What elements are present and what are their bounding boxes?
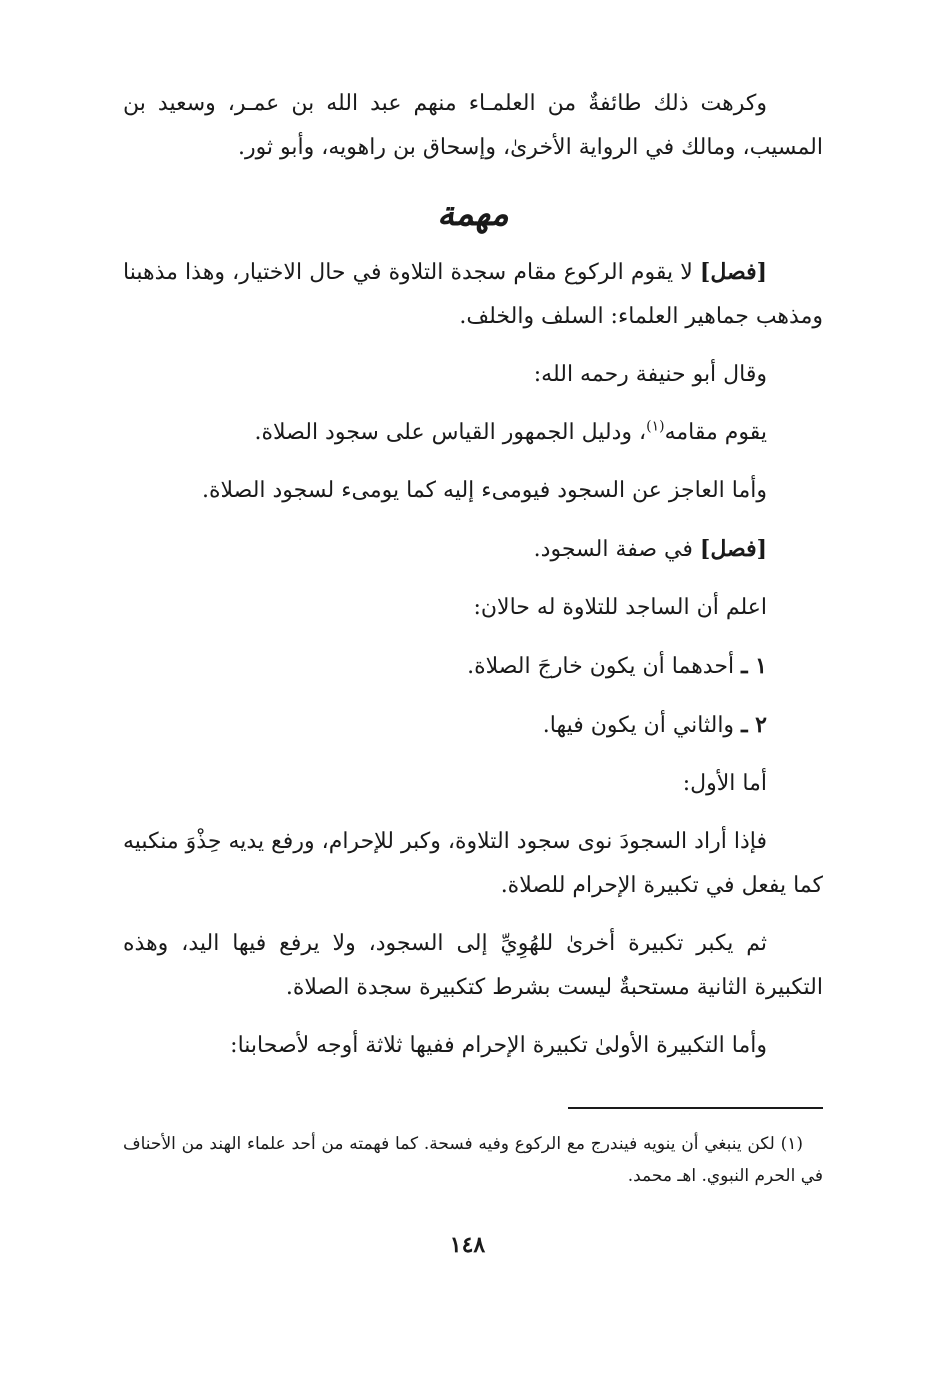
section-tag: [فصل]: [699, 536, 767, 562]
paragraph-4-text-before: يقوم مقامه: [664, 420, 767, 445]
paragraph-7: [123, 586, 823, 630]
paragraph-3: [123, 353, 823, 397]
paragraph-6: [123, 527, 823, 572]
paragraph-6-text: في صفة السجود.: [533, 537, 700, 562]
main-text-block: [123, 82, 823, 1082]
paragraph-5-text: وأما العاجز عن السجود فيومىء إليه كما يومىء لسجود الصلاة.: [201, 478, 767, 503]
section-tag: [فصل]: [699, 259, 767, 285]
list-item-2-text: والثاني أن يكون فيها.: [542, 713, 742, 738]
paragraph-12-text: ثم يكبر تكبيرة أخرىٰ للهُوِيِّ إلى السجود، ولا يرفع فيها اليد، وهذه التكبيرة الثانية مستحبةٌ ليست بشرط كتكبيرة سجدة الصلاة.: [123, 931, 823, 1000]
paragraph-5: [123, 469, 823, 513]
list-item-1-text: أحدهما أن يكون خارجَ الصلاة.: [467, 654, 742, 679]
paragraph-2-text: لا يقوم الركوع مقام سجدة التلاوة في حال الاختيار، وهذا مذهبنا ومذهب جماهير العلماء: السلف والخلف.: [123, 260, 823, 329]
footnote-divider: [568, 1107, 823, 1109]
paragraph-13-text: وأما التكبيرة الأولىٰ تكبيرة الإحرام ففيها ثلاثة أوجه لأصحابنا:: [230, 1033, 767, 1058]
paragraph-1-text: وكرهت ذلك طائفةٌ من العلمـاء منهم عبد الله بن عمـر، وسعيد بن المسيب، ومالك في الرواية الأخرىٰ، وإسحاق بن راهويه، وأبو ثور.: [123, 91, 823, 160]
paragraph-3-text: وقال أبو حنيفة رحمه الله:: [533, 362, 767, 387]
paragraph-1: [123, 82, 823, 170]
footnote-1: (١) لكن ينبغي أن ينويه فيندرج مع الركوع وفيه فسحة. كما فهمته من أحد علماء الهند من الأحناف في الحرم النبوي. اهـ محمد.: [123, 1134, 823, 1186]
paragraph-11: [123, 820, 823, 908]
paragraph-4-text-after: ، ودليل الجمهور القياس على سجود الصلاة.: [254, 420, 647, 445]
paragraph-13: [123, 1024, 823, 1068]
list-item-2: [123, 703, 823, 748]
paragraph-2: [123, 250, 823, 339]
paragraph-10-text: أما الأول:: [682, 771, 767, 796]
paragraph-11-text: فإذا أراد السجودَ نوى سجود التلاوة، وكبر للإحرام، ورفع يديه حِذْوَ منكبيه كما يفعل في تكبيرة الإحرام للصلاة.: [123, 829, 823, 898]
footnote-reference[interactable]: (١): [646, 418, 665, 435]
list-item-1: [123, 644, 823, 689]
page-number: ١٤٨: [449, 1232, 486, 1258]
list-number: ٢ ـ: [741, 712, 767, 738]
ornament-heading: مهمة: [437, 194, 509, 234]
footnotes-block: [123, 1128, 823, 1192]
paragraph-10: [123, 762, 823, 806]
paragraph-12: [123, 922, 823, 1010]
paragraph-7-text: اعلم أن الساجد للتلاوة له حالان:: [473, 595, 767, 620]
list-number: ١ ـ: [741, 653, 767, 679]
paragraph-4: [123, 411, 823, 455]
